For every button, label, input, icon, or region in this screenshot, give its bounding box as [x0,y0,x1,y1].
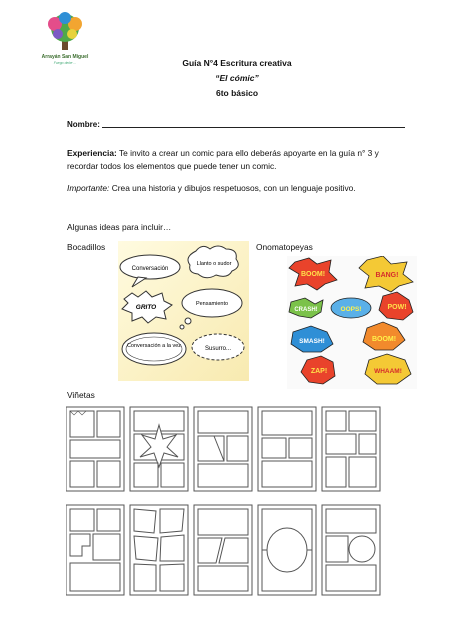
panel-layout-8 [194,505,252,595]
panel-layout-2 [130,407,188,491]
name-label: Nombre: [67,120,100,129]
word-crash: CRASH! [294,307,318,313]
panel-layout-6 [66,505,124,595]
word-zap: ZAP! [310,368,328,375]
importante-paragraph [67,182,412,195]
word-boom-1: BOOM! [300,271,326,278]
word-oops: OOPS! [340,306,362,313]
experiencia-text: Te invito a crear un comic para ello deberás apoyarte en la guía n° 3 y recordar todos los elementos que puede tener un comic. [67,148,379,171]
grade-label: 6to básico [215,88,259,98]
experiencia-paragraph [67,147,412,173]
ideas-label: Algunas ideas para incluir… [67,222,172,232]
bubble-conversacion: Conversación [131,266,169,272]
onomatopeyas-label: Onomatopeyas [256,242,313,252]
word-whaam: WHAAM! [374,368,402,375]
importante-label: Importante: [67,183,110,193]
bubble-pensamiento: Pensamiento [195,301,229,307]
school-name: Arrayán San Miguel [41,54,89,60]
bubble-conversacion-vez: Conversación a la vez [126,343,182,349]
bubble-susurro: Susurro... [204,346,232,352]
panel-layout-1 [66,407,124,491]
bubble-grito: GRITO [135,304,157,311]
importante-text: Crea una historia y dibujos respetuosos, con un lenguaje positivo. [109,183,356,193]
panel-layout-7 [130,505,188,595]
word-bang: BANG! [375,272,399,279]
onomatopoeia-image [287,256,417,389]
experiencia-label: Experiencia: [67,148,117,158]
bubble-llanto: Llanto o sudor [196,261,232,267]
bocadillos-label: Bocadillos [67,242,106,252]
guide-title: Guía N°4 Escritura creativa [182,58,292,68]
word-smash: SMASH! [299,338,325,345]
tree-logo-icon [25,8,105,54]
word-pow: POW! [387,304,407,311]
panel-layout-4 [258,407,316,491]
guide-subtitle: “El cómic” [215,73,259,83]
word-boom-2: BOOM! [371,336,397,343]
name-field-line[interactable] [102,127,405,128]
vinetas-label: Viñetas [67,390,95,400]
panel-layout-5 [322,407,380,491]
panel-layout-9 [258,505,316,595]
speech-bubbles-image [118,241,249,381]
panel-layout-10 [322,505,380,595]
panel-layout-3 [194,407,252,491]
panel-layouts-image [66,405,412,610]
school-tagline: Fuego debe ... [53,61,77,65]
